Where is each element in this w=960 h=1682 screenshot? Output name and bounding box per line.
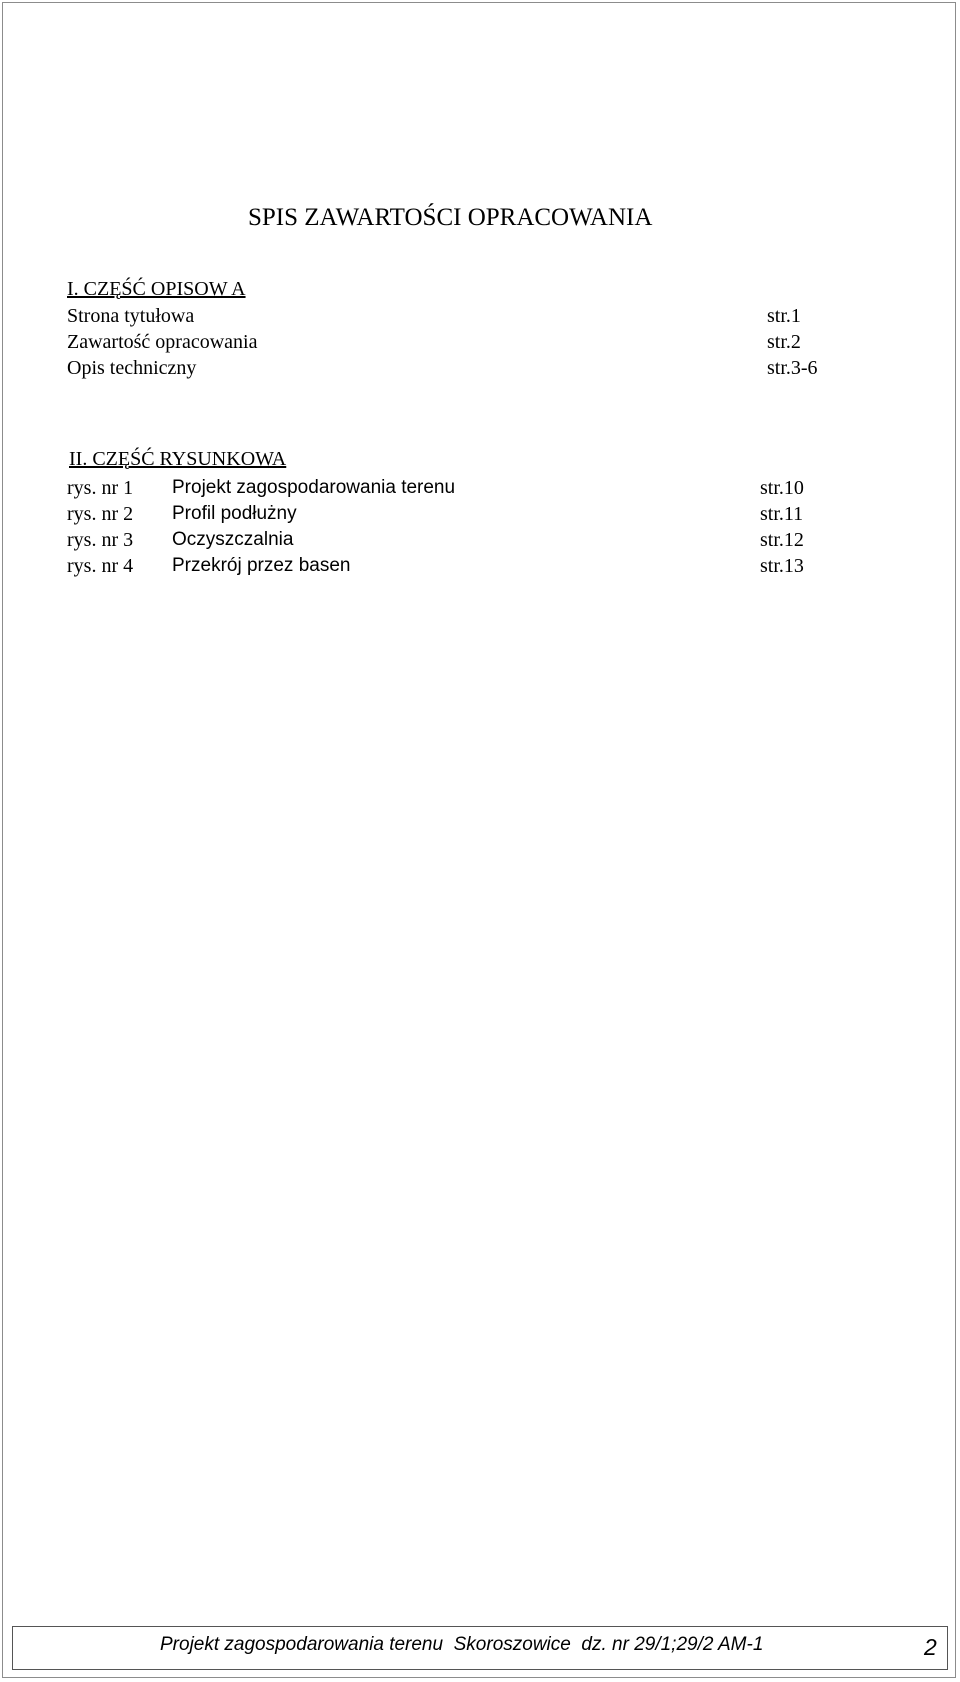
- drawing-page: str.13: [760, 555, 804, 577]
- drawing-page: str.11: [760, 503, 804, 525]
- drawing-label: Przekrój przez basen: [172, 555, 351, 576]
- drawing-label: Profil podłużny: [172, 503, 297, 524]
- drawing-page: str.12: [760, 529, 804, 551]
- toc-item-page: str.3-6: [767, 357, 818, 379]
- toc-row: [0, 331, 960, 357]
- toc-item-label: Strona tytułowa: [67, 305, 195, 327]
- drawing-number: rys. nr 3: [67, 529, 134, 551]
- section-heading-descriptive: I. CZĘŚĆ OPISOW A: [67, 278, 246, 300]
- drawing-number: rys. nr 1: [67, 477, 134, 499]
- drawing-label: Projekt zagospodarowania terenu: [172, 477, 456, 498]
- toc-item-label: Zawartość opracowania: [67, 331, 258, 353]
- page-border: [2, 2, 956, 1678]
- drawing-page: str.10: [760, 477, 804, 499]
- drawing-number: rys. nr 4: [67, 555, 134, 577]
- drawing-label: Oczyszczalnia: [172, 529, 294, 550]
- toc-row: [0, 477, 960, 503]
- toc-row: [0, 503, 960, 529]
- toc-row: [0, 529, 960, 555]
- toc-item-page: str.1: [767, 305, 801, 327]
- toc-row: [0, 305, 960, 331]
- toc-item-page: str.2: [767, 331, 801, 353]
- toc-row: [0, 555, 960, 581]
- footer-page-number: 2: [924, 1634, 937, 1660]
- document-title: SPIS ZAWARTOŚCI OPRACOWANIA: [248, 204, 653, 231]
- toc-row: [0, 357, 960, 383]
- drawing-number: rys. nr 2: [67, 503, 134, 525]
- section-heading-drawings: II. CZĘŚĆ RYSUNKOWA: [69, 448, 287, 470]
- footer-text: Projekt zagospodarowania terenu Skoroszowice dz. nr 29/1;29/2 AM-1: [160, 1634, 764, 1655]
- toc-item-label: Opis techniczny: [67, 357, 197, 379]
